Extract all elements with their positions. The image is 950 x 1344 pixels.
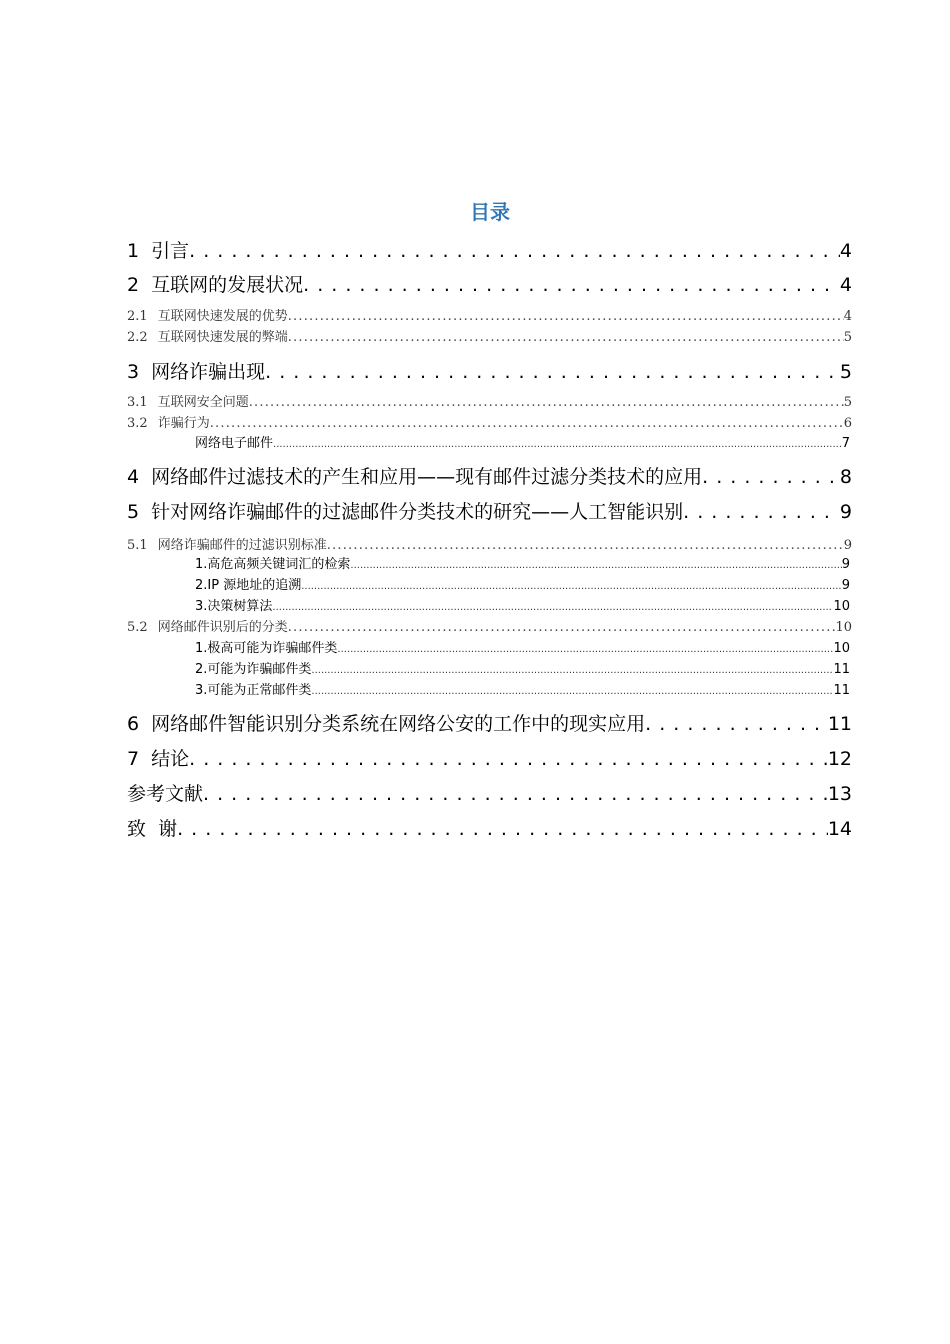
toc-leader — [288, 309, 844, 324]
toc-entry-text: 2.可能为诈骗邮件类 — [195, 662, 312, 677]
toc-entry-page: 4 — [839, 240, 852, 262]
toc-entry-text: 网络诈骗邮件的过滤识别标准 — [157, 538, 327, 553]
toc-entry-page: 5 — [839, 361, 852, 383]
toc-entry-number: 5.2 — [127, 620, 148, 635]
toc-entry[interactable] — [195, 574, 850, 592]
toc-entry-page: 13 — [827, 783, 852, 805]
toc-entry[interactable] — [127, 412, 852, 430]
toc-entry-page: 11 — [827, 713, 852, 735]
toc-entry-text: 互联网安全问题 — [157, 395, 249, 410]
toc-entry-number: 1 — [127, 240, 140, 262]
toc-entry-number: 2 — [127, 274, 140, 296]
toc-entry-text: 3.决策树算法 — [195, 599, 273, 614]
toc-entry-text: 互联网快速发展的优势 — [157, 309, 288, 324]
toc-entry[interactable] — [195, 637, 850, 655]
toc-entry-number: 6 — [127, 713, 140, 735]
toc-entry-text: 网络电子邮件 — [195, 436, 274, 451]
toc-entry-text: 引言 — [151, 240, 190, 262]
toc-entry-text: 结论 — [151, 748, 190, 770]
toc-entry-page: 9 — [839, 501, 852, 523]
toc-entry[interactable] — [127, 326, 852, 344]
toc-entry-text: 1.极高可能为诈骗邮件类 — [195, 641, 338, 656]
toc-entry-page: 11 — [833, 683, 850, 698]
toc-leader — [210, 416, 844, 431]
toc-entry-number: 5 — [127, 501, 140, 523]
toc-entry[interactable] — [195, 432, 850, 450]
toc-entry-page: 9 — [843, 538, 852, 553]
toc-entry-page: 12 — [827, 748, 852, 770]
toc-entry-page: 10 — [833, 641, 850, 656]
toc-entry-page: 9 — [841, 578, 850, 593]
toc-entry-page: 6 — [843, 416, 852, 431]
toc-entry-text: 网络邮件识别后的分类 — [157, 620, 288, 635]
toc-entry-page: 14 — [827, 818, 852, 840]
toc-entry[interactable] — [127, 391, 852, 409]
toc-entry-page: 4 — [839, 274, 852, 296]
toc-entry-page: 10 — [835, 620, 852, 635]
toc-entry-number: 2.1 — [127, 309, 148, 324]
toc-leader — [189, 748, 828, 770]
toc-entry-text: 互联网快速发展的弊端 — [157, 330, 288, 345]
toc-leader — [350, 557, 841, 572]
toc-leader — [189, 240, 840, 262]
toc-entry[interactable] — [127, 709, 852, 735]
toc-leader — [311, 683, 833, 698]
toc-entry-text: 3.可能为正常邮件类 — [195, 683, 312, 698]
toc-leader — [683, 501, 840, 523]
toc-entry-page: 8 — [839, 466, 852, 488]
toc-entry[interactable] — [127, 616, 852, 634]
toc-entry-text: 参考文献 — [127, 783, 204, 805]
toc-title: 目录 — [470, 200, 510, 224]
toc-leader — [702, 466, 840, 488]
toc-entry[interactable] — [127, 305, 852, 323]
toc-leader — [288, 620, 836, 635]
toc-entry[interactable] — [127, 744, 852, 770]
toc-entry-text: 诈骗行为 — [157, 416, 210, 431]
toc-entry[interactable] — [195, 553, 850, 571]
toc-leader — [273, 436, 842, 451]
toc-leader — [249, 395, 844, 410]
toc-entry[interactable] — [127, 534, 852, 552]
toc-entry[interactable] — [127, 270, 852, 296]
toc-leader — [265, 361, 840, 383]
toc-leader — [311, 662, 833, 677]
toc-entry-page: 4 — [843, 309, 852, 324]
toc-entry-text: 互联网的发展状况 — [151, 274, 304, 296]
toc-entry[interactable] — [127, 814, 852, 840]
toc-entry-page: 10 — [833, 599, 850, 614]
toc-leader — [301, 578, 842, 593]
toc-entry-page: 5 — [843, 395, 852, 410]
toc-entry-number: 3 — [127, 361, 140, 383]
toc-entry[interactable] — [195, 595, 850, 613]
toc-entry[interactable] — [127, 357, 852, 383]
toc-leader — [272, 599, 833, 614]
toc-entry-number: 3.2 — [127, 416, 148, 431]
toc-entry-text: 网络诈骗出现 — [151, 361, 266, 383]
toc-leader — [303, 274, 840, 296]
toc-leader — [645, 713, 828, 735]
toc-entry-text: 致 谢 — [127, 818, 178, 840]
toc-leader — [327, 538, 844, 553]
toc-leader — [177, 818, 828, 840]
toc-entry-page: 7 — [841, 436, 850, 451]
toc-leader — [288, 330, 844, 345]
toc-leader — [203, 783, 828, 805]
toc-leader — [337, 641, 833, 656]
toc-entry-page: 9 — [841, 557, 850, 572]
toc-entry[interactable] — [127, 779, 852, 805]
toc-entry-number: 3.1 — [127, 395, 148, 410]
toc-entry-text: 1.高危高频关键词汇的检索 — [195, 557, 351, 572]
toc-entry-text: 网络邮件智能识别分类系统在网络公安的工作中的现实应用 — [151, 713, 646, 735]
toc-entry-number: 7 — [127, 748, 140, 770]
toc-entry[interactable] — [127, 497, 852, 523]
toc-entry-number: 5.1 — [127, 538, 148, 553]
toc-entry-page: 5 — [843, 330, 852, 345]
toc-entry[interactable] — [127, 462, 852, 488]
toc-entry-number: 4 — [127, 466, 140, 488]
toc-entry[interactable] — [195, 658, 850, 676]
toc-entry-text: 网络邮件过滤技术的产生和应用——现有邮件过滤分类技术的应用 — [151, 466, 703, 488]
toc-entry[interactable] — [127, 236, 852, 262]
toc-entry-number: 2.2 — [127, 330, 148, 345]
toc-entry[interactable] — [195, 679, 850, 697]
toc-entry-text: 针对网络诈骗邮件的过滤邮件分类技术的研究——人工智能识别 — [151, 501, 684, 523]
toc-entry-text: 2.IP 源地址的追溯 — [195, 578, 302, 593]
toc-entry-page: 11 — [833, 662, 850, 677]
